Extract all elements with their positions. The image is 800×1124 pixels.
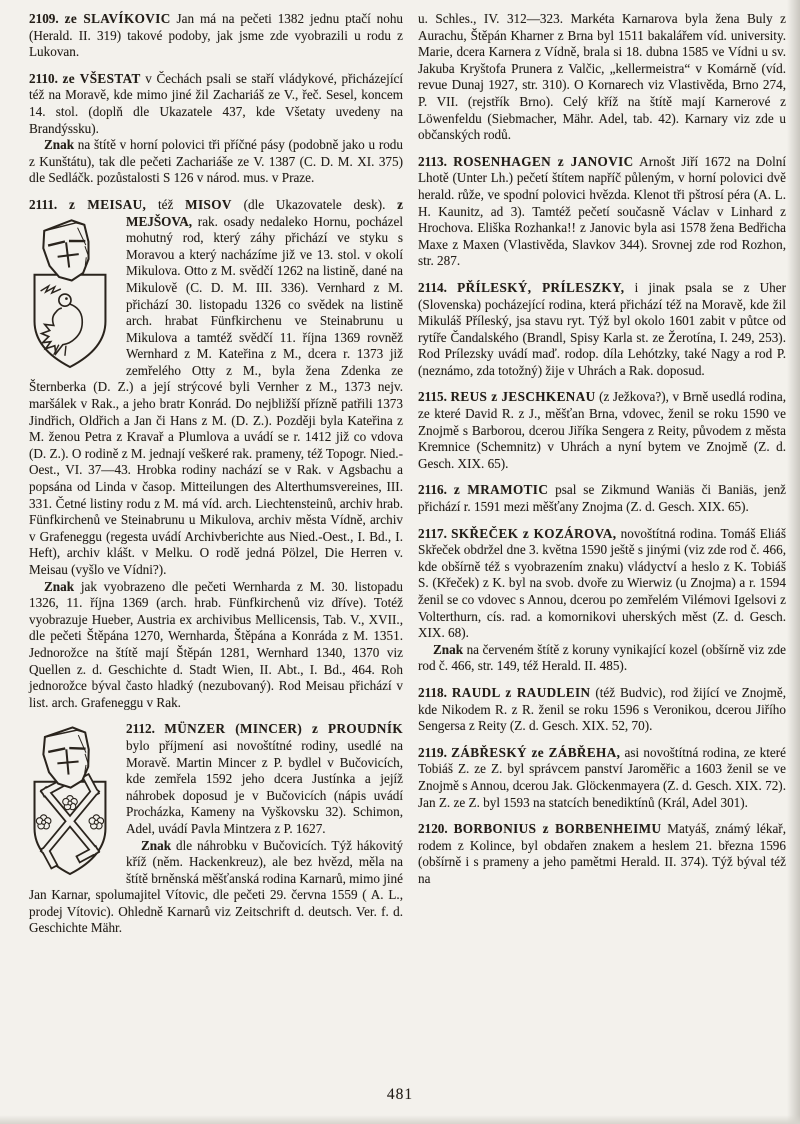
entry-number: 2113. <box>418 153 447 169</box>
entry-title: ZÁBŘESKÝ ze ZÁBŘEHA, <box>451 744 621 760</box>
znak-body: na červeném štítě z koruny vynikající kozel (obšírně viz zde rod č. 466, str. 149, též Herald. II. 485). <box>418 641 786 674</box>
entry-body: Jan má na pečeti 1382 jednu ptačí nohu (Herald. II. 319) takové podoby, jak jsme zde vyobrazili u rodu z Lukovan. <box>29 11 404 60</box>
munzer-coat-of-arms-illustration <box>29 724 113 876</box>
entry-2110-znak-paragraph <box>29 137 403 187</box>
hooked-cross-figure <box>46 779 95 864</box>
scan-edge-shadow-bottom <box>0 1115 800 1124</box>
meisau-coat-of-arms-illustration <box>29 217 113 369</box>
unicorn-figure <box>41 285 83 355</box>
entry-title: PŘÍLESKÝ, PRÍLESZKY, <box>457 279 625 295</box>
entry-2111 <box>29 197 403 579</box>
entry-number: 2117. <box>418 525 447 541</box>
entry-2115 <box>418 389 786 472</box>
entry-number: 2115. <box>418 389 447 405</box>
entry-number: 2120. <box>418 821 448 837</box>
entry-number: 2110. <box>29 70 58 86</box>
entry-title-connector: též <box>158 196 174 212</box>
entry-2112-continuation: u. Schles., IV. 312—323. Markéta Karnarova byla žena Buly z Aurachu, Štěpán Kharner z Brna byl 1511 bakalářem víd. university. Marie, dcera Karnera z Vídně, brala si 18. dubna 1585 ve Vídni u sv. Jakuba Kryštofa Prunera z Valčic, „kellermeistra“ v Komárně (víd. revue Dunaj 1927, str. 310). O Kornarech viz Vlastivěda, Brno 274, P. VII. (rejstřík Brno). Celý kříž na štítě mají Karnerové z Löwenfeldu (Siebmacher, Mähr. Adel, tab. 42). Karnary viz zde u občanských rodů. <box>418 11 786 143</box>
entry-body-lead: z MEJŠOVA, <box>126 196 404 229</box>
entry-number: 2116. <box>418 482 447 498</box>
entry-body: Matyáš, známý lékař, rodem z Kolince, byl obdařen znakem a heslem 21. března 1596 (obšírně i s prameny a jeho pamětmi Herald. II. 374). Týž býval též na <box>418 821 786 886</box>
entry-number: 2118. <box>418 684 447 700</box>
entry-number: 2119. <box>418 744 447 760</box>
entry-2113 <box>418 154 786 270</box>
znak-label: Znak <box>44 137 75 153</box>
entry-body: Arnošt Jiří 1672 na Dolní Lhotě (Unter Lh.) pečetí štítem napříč půleným, v horní polovici dvě herald. růže, ve spodní polovici hvězda. Klenot tři pštrosí péra (A. L. H. Kaunitz, ad 3). Tamtéž pečetí současně Václav v Linhard z Hrochova. Eliška Rozhanka!! z Janovic byla asi 1578 žena Bedřicha Maxe z Maxen (Vlastivěda, Slavkov 344). Srovnej zde rod Rozhon, str. 287. <box>418 153 786 269</box>
entry-body: asi novoštítná rodina, ze které Tobiáš Z. ze Z. byl správcem panství Jaroměřic a 1603 ženil se ve Znojmě s Annou, dcerou Jak. Glöckenmayera (Z. d. Gesch. XIX. 72). Jan Z. ze Z. byl 1593 na statcích benediktínů (Král, Adel 301). <box>418 744 786 810</box>
right-column <box>418 11 786 937</box>
entry-body: (z Ježkova?), v Brně usedlá rodina, ze které David R. z J., měšťan Brna, vdovec, ženil se roku 1590 ve Znojmě s Barborou, dcerou Jiříka Sengera z Reity, původem z města Kremnice (Schemnitz) v Uhrách a nyní bytem ve Znojmě (Z. d. Gesch. XIX. 65). <box>418 389 786 471</box>
entry-title: RAUDL z RAUDLEIN <box>451 684 591 700</box>
entry-2120 <box>418 821 786 887</box>
entry-2116 <box>418 482 786 515</box>
entry-body: rak. osady nedaleko Hornu, pocházel mohutný rod, který záhy přichází ve styku s Moravou a který nacházíme již ve 13. stol. v okolí Mikulova. Otto z M. svědčí 1262 na listině, dané na Mikulově (C. D. M. III. 336). Vernhard z M. přichází 30. listopadu 1326 co svědek na listině arch. hrabat Fünfkirchenu ve Steinabrunu u Mikulova a tamtéž svědčí 11. října 1369 rovněž Wernhard z M. Kateřina z M., dcera r. 1373 již zemřelého Otty z M., byla žena Zdenka ze Šternberka (D. Z.) a její strýcové byli Vernher z M., 1373 nejv. maršálek v Rak., a jeho bratr Konrád. Do nejbližší přízně patřili 1373 Jindřich, Oldřich a Jan či Hans z M. (D. Z.). Později byla Kateřina z M. ženou Petra z Kravař a Plumlova a uvádí se r. 1412 již co vdova (D. Z.). O rodině z M. jednají veškeré rak. prameny, též Topogr. Nied.-Oest., VI. 37—43. Hrobka rodiny nachází se v Rak. v Agsbachu a popsána od Linda v časop. Mitteilungen des Alterthumsvereines, III. 331. Četné listiny rodu z M. má víd. arch. Liechtensteinů, archiv hrab. Fünfkirchenů ve Steinabrunu u Mikulova, archiv města Vídně, archiv v Grafeneggu (regesta uvádí Archivberichte aus Nied.-Oest., I. Bd., I. Heft), archiv klášt. v Melku. O rodě jedná Pölzel, Die Herren v. Meisau (vyšlo ve Vídni?). <box>29 213 403 577</box>
entry-title: SKŘEČEK z KOZÁROVA, <box>451 525 617 541</box>
entry-2114 <box>418 280 786 380</box>
entry-title-note: (dle Ukazovatele desk). <box>243 196 386 212</box>
entry-2117-znak-paragraph <box>418 642 786 675</box>
great-helm-icon <box>40 218 93 283</box>
entry-title: BORBONIUS z BORBENHEIMU <box>453 821 662 837</box>
entry-2119 <box>418 745 786 811</box>
entry-2118 <box>418 685 786 735</box>
znak-label: Znak <box>44 578 75 594</box>
entry-title: ze SLAVÍKOVIC <box>64 11 171 26</box>
znak-label: Znak <box>433 641 464 657</box>
page-number: 481 <box>386 1086 414 1104</box>
entry-2110 <box>29 71 403 137</box>
znak-label: Znak <box>141 837 172 853</box>
znak-body: jak vyobrazeno dle pečeti Wernharda z M. 30. listopadu 1326, 11. října 1369 (arch. hrab. Fünfkirchenů viz dříve). Totéž vyobrazuje Hueber, Austria ex archivibus Mellicensis, Tab. V., XVII., dle pečeti Štěpána 1270, Wernharda, Štěpána a Konráda z M. 1351. Jednorožce na štítě mají Štěpán 1281, Wernhard 1340, 1370 viz Quellen z. d. Geschichte d. Stadt Wien, II. Abt., I. Bd., 464. Roh jednorožce býval často hladký (nezubovaný). Rod Meisau přichází v list. arch. Grafeneggu v Rak. <box>29 578 403 710</box>
entry-title-alt: MISOV <box>185 196 232 212</box>
entry-title: MÜNZER (MINCER) z PROUDNÍK <box>164 721 404 737</box>
entry-body: (též Budvic), rod žijící ve Znojmě, kde Nikodem R. z R. ženil se roku 1596 s Veronikou, dcerou Jiřího Sengersa z Reity (Z. d. Gesch. XIX. 52, 70). <box>418 684 787 734</box>
entry-2109 <box>29 11 403 61</box>
left-column <box>29 11 403 937</box>
entry-body: v Čechách psali se staří vládykové, přicházející též na Moravě, kde mimo jiné žil Zachariáš ze V., řeč. Sesel, koncem 14. stol. (doplň dle Ukazatele 437, kde Všetaty uvedeny na Brandýssku). <box>29 70 404 136</box>
entry-number: 2109. <box>29 11 59 26</box>
entry-number: 2111. <box>29 196 58 212</box>
entry-2112 <box>29 721 403 837</box>
entry-number: 2114. <box>418 279 447 295</box>
entry-2111-znak-paragraph <box>29 579 403 712</box>
entry-number: 2112. <box>126 721 155 737</box>
entry-body: bylo příjmení asi novoštítné rodiny, usedlé na Moravě. Martin Mincer z P. bydlel v Bučovicích, kde zemřela 1592 jeho dcera Justínka a jejíž náhrobek doposud je v Bučovicích (nápis uvádí Procházka, Kameny na Vyškovsku 32). Schimon, Adel, uvádí Pavla Mintzera z P. 1627. <box>126 737 403 836</box>
entry-body: novoštítná rodina. Tomáš Eliáš Skřeček obdržel dne 3. května 1590 ještě s jinými (viz zde rod č. 466, kde obšírně též s vyobrazením znaku) vládyctví a heslo z K. Tobiáš S. (Křeček) z K. byl na svob. dvoře zu Wierwiz (u Znojma) a r. 1594 ženil se co vdovec s Annou, dcerou po zemřelém Vilémovi Igelsovi z Volterthurn, cís. rad. a komornikovi uherských měst (Z. d. Gesch. XIX. 68). <box>418 525 787 641</box>
entry-title: ROSENHAGEN z JANOVIC <box>453 153 634 169</box>
entry-body: psal se Zikmund Waniäs či Baniäs, jenž přichází r. 1591 mezi měšťany Znojma (Z. d. Gesch. XIX. 65). <box>418 482 787 515</box>
znak-body: na štítě v horní polovici tři příčné pásy (podobně jako u rodu z Kunštátu), tak dle pečeti Zachariáše ze V. 1387 (C. D. M. XI. 375) dle Sedláčk. pozůstalosti S 126 v národ. mus. v Praze. <box>29 137 403 186</box>
entry-body: i jinak psala se z Uher (Slovenska) pocházející rodina, která přichází též na Moravě, kde žil Mikuláš Příleský, jsa stavu ryt. Týž byl okolo 1601 zabit v půtce od rytíře Čandalského (Brandl, Spisy Karla st. ze Žerotína, I. 249, 253). Rod Prílezsky uvádí maď. rodop. díla Lehótzky, také Nagy a rod P. (neznámo, zda totožný) žije v Uhrách a Rak. doposud. <box>418 279 787 378</box>
entry-2117 <box>418 526 786 642</box>
entry-title: REUS z JESCHKENAU <box>450 389 596 405</box>
entry-title: z MRAMOTIC <box>453 482 549 498</box>
znak-body: dle náhrobku v Bučovicích. Týž hákovitý kříž (něm. Hackenkreuz), ale bez hvězd, měla na štítě brněnská měšťanská rodina Karnarů, mimo jiné Jan Karnar, spolumajitel Vítovic, dle pečeti 29. června 1559 ( A. L., prodej Vítovic). Ohledně Karnarů viz Zeitschrift d. deutsch. Ver. f. d. Geschichte Mähr. <box>29 837 404 936</box>
entry-title: ze VŠESTAT <box>62 70 141 86</box>
entry-title: z MEISAU, <box>68 196 147 212</box>
